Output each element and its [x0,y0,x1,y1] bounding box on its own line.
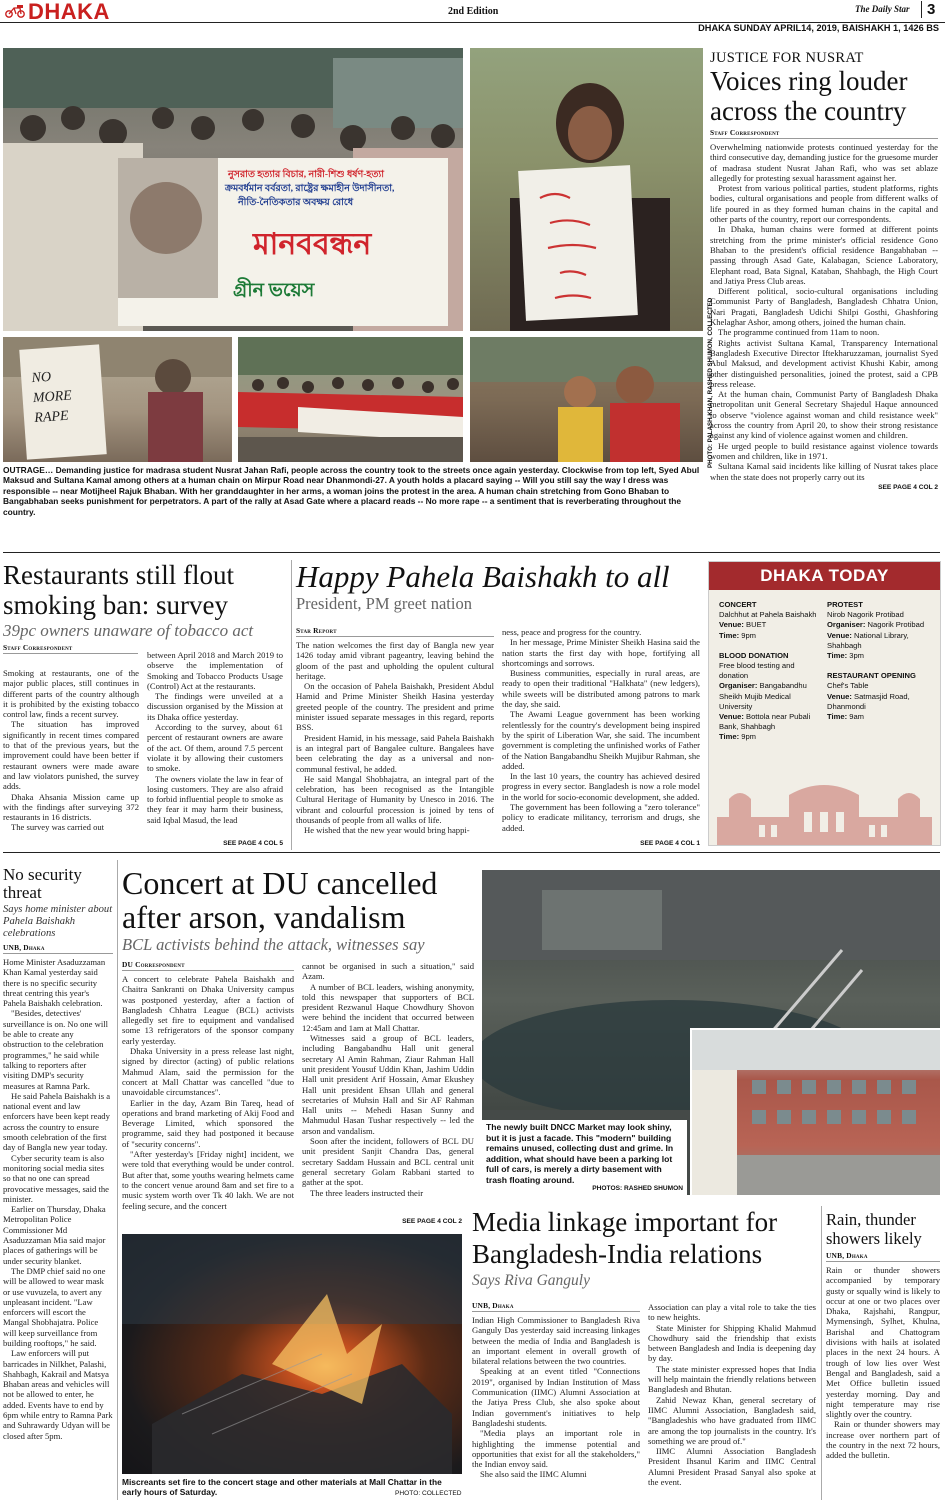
event-venue-value: Satmasjid Road, Dhanmondi [827,691,910,711]
paragraph: The survey was carried out [11,822,105,833]
banner-org-text: গ্রীন ভয়েস [233,280,315,301]
paragraph: Rain or thunder showers accompanied by temporary gusty or squally wind is likely to occur at one or two places over Dhaka, Rajshahi, Rangpur, Mymensingh, Sylhet, Khulna, Barishal and Chattogram divisions with hails at isolated places in the next 24 hours. A trough of low lies over West Bengal and Bangladesh, said a Met Office bulletin issued yesterday morning. Day and night temperature may rise slightly over the country. [826,1265,940,1420]
paragraph: cannot be organised in such a situation," said Azam. [302,961,474,982]
event-time-value: 3pm [849,651,865,661]
paragraph: Home Minister Asaduzzaman Khan Kamal yesterday said there is no specific security threat centring this year's Pahela Baishakh celebration. [3,957,106,1009]
paragraph: Different political, socio-cultural organisations including Communist Party of Bangladesh, Bangladesh Chhatra Union, Nari Pragati, Bangladesh Udichi Shilpi Gosthi, Ghashforing Khelaghar Ashor, among others, joined the human chain. [710,286,938,328]
concert-col2 [302,961,474,1198]
paragraph: In her message, Prime Minister Sheikh Hasina said the nation starts the first day with hope, fortifying all shortcomings and sorrows. [502,637,700,668]
event-time [827,712,935,722]
smoking-article [3,560,285,657]
paragraph: ness, peace and progress for the country. [502,627,642,637]
paragraph: She also said the IIMC Alumni [480,1469,587,1480]
paragraph: Rain or thunder showers may increase over northern part of the country in the next 72 hours, added the bulletin. [826,1419,940,1461]
concert-subhead: BCL activists behind the attack, witnesses say [122,935,425,954]
event-time-value: 9pm [741,630,757,640]
security-byline: UNB, Dhaka [3,943,113,954]
paragraph: Dhaka Ahsania Mission came up with the findings after surveying 372 restaurants in 16 districts. [3,791,139,823]
event-venue-value: National Library, Shahbagh [827,630,909,650]
concert-article [122,866,474,955]
curzon-hall-illustration [709,777,940,845]
event-venue [827,692,935,712]
smoking-byline: Staff Correspondent [3,643,138,654]
paragraph: On the occasion of Pahela Baishakh, President Abdul Hamid and Prime Minister Sheikh Hasina yesterday greeted people of the country. The president and prime minister issued separate messages in this regard, reports BSS. [296,681,494,733]
paragraph: Witnesses said a group of BCL leaders, including Bangabandhu Hall unit general secretary Al Amin Rahman, Ziaur Rahman Hall unit president Yousuf Uddin Khan, Jashim Uddin Hall unit president Arif Hossain, Amar Ekushey Hall unit president Ehsan Ullah and general secretaries of Muhsin Hall and Sir AF Rahman Hall units -- Mehedi Hasan Sunny and Mahmudul Hasan Tushar respectively -- led the arson and vandalism. [302,1033,474,1136]
nusrat-headline: Voices ring louder across the country [710,66,908,126]
paragraph: Dhaka University in a press release last night, signed by director (acting) of public relations Mahmud Alam, said the permission for the concert at Mall Chattar was cancelled "due to unavoidable circumstances". [122,1046,294,1098]
baishakh-subhead: President, PM greet nation [296,594,472,613]
event-listing [719,651,819,743]
banner-line-3: নীতি-নৈতিকতার অবক্ষয় রোধে [238,198,354,208]
paragraph: Sultana Kamal said incidents like killing of Nusrat takes place when the state does not properly carry out its [710,461,938,482]
paragraph: Speaking at an event titled "Connections 2019", organised by Indian Institution of Mass Communication (IIMC) Alumni Association at the Jatiya Press Club, she also spoke about Indian government's initiatives to help Bangladeshi students. [472,1366,640,1428]
divider-top [3,552,940,553]
human-chain-photo [3,48,463,331]
event-organiser-label: Organiser: [827,620,868,630]
paragraph: IIMC Alumni Association Bangladesh President Ihsanul Karim and IIMC Central Alumni President Prasad Sanyal also spoke at the event. [648,1446,816,1488]
smoking-headline: Restaurants still flout smoking ban: survey [3,560,234,620]
paragraph: Indian High Commissioner to Bangladesh Riva Ganguly Das yesterday said increasing linkages between the media of India and Bangladesh is an important element in overall growth of bilateral relations between the two countries. [472,1315,640,1367]
smoking-see-page: SEE PAGE 4 COL 5 [223,840,283,847]
masthead [0,0,945,33]
media-subhead: Says Riva Ganguly [472,1272,590,1289]
baishakh-see-page: SEE PAGE 4 COL 1 [640,840,700,847]
placard-photo [470,48,703,331]
baishakh-article [296,560,700,614]
dncc-building-photo [690,1028,940,1195]
event-name: Free blood testing and donation [719,661,795,681]
photo-credit-vertical: PHOTO: PALASH KHAN, RASHED SHUMON, COLLECTED [707,297,714,468]
fire-photo [122,1234,462,1474]
paragraph: Overwhelming nationwide protests continued yesterday for the third consecutive day, demanding justice for the gruesome murder of madrasa student Nusrat Jahan Rafi, who was set ablaze allegedly for protesting sexual harassment against her. [710,142,938,183]
event-venue [719,620,819,630]
security-subhead: Says home minister about Pahela Baishakh celebrations [3,904,113,939]
divider-v2 [117,860,118,1500]
banner-line-2: ক্রমবর্ধমান বর্বরতা, রাষ্ট্রের ক্ষমাহীন উদাসীনতা, [225,184,395,194]
baishakh-byline: Star Report [296,626,494,637]
paragraph: Earlier in the day, Azam Bin Tareq, head of operations and brand marketing of Akij Food and Beverage Limited, which sponsored the programme, said they had postponed it because of "security concerns". [122,1097,294,1149]
security-body [3,957,113,1441]
caption-lead: OUTRAGE… [3,465,54,475]
smoking-subhead: 39pc owners unaware of tobacco act [3,621,254,640]
dhaka-today-title: DHAKA TODAY [760,566,889,585]
nusrat-byline: Staff Correspondent [710,128,938,139]
divider-v3 [821,1206,822,1500]
paragraph: Smoking at restaurants, one of the major public places, still continues in different parts of the country although it is prohibited by the existing tobacco control law, finds a recent survey. [3,668,139,720]
paragraph: The findings were unveiled at a discussion organised by the Mission at its Dhaka office yesterday. [147,691,283,722]
event-time-label: Time: [719,732,742,742]
page-number: 3 [921,1,935,18]
paragraph: Protest from various political parties, student platforms, rights bodies, cultural organisations and people from different walks of life poured in as they formed human chains in the capital and other parts of the country, report our correspondents. [710,183,938,225]
event-organiser-value: Nagorik Protibad [867,620,925,630]
smoking-col2 [147,650,283,825]
section-title: DHAKA [28,0,110,24]
paragraph: Association can play a vital role to take the ties to new heights. [648,1302,816,1323]
event-venue [719,712,819,732]
event-venue-label: Venue: [827,691,855,701]
event-venue [827,631,935,651]
dhaka-today-header [709,562,940,590]
rain-body [826,1265,940,1461]
edition-label: 2nd Edition [448,6,499,17]
media-headline: Media linkage important for Bangladesh-India relations [472,1207,778,1269]
event-organiser [719,681,819,712]
event-heading: CONCERT [719,600,757,609]
dhaka-today-box [708,561,941,846]
media-col1 [472,1315,640,1480]
event-time [827,651,935,661]
event-name: Chef's Table [827,681,869,691]
baishakh-col2 [502,627,700,833]
paragraph: President Hamid, in his message, said Pahela Baishakh is an integral part of Bangalee culture. Bangalees have been celebrating the day as a universal and non-communal festival, he added. [296,732,494,774]
paragraph: According to the survey, about 61 percent of restaurant owners are aware of the act. Of them, around 7.5 percent violate it by allowing their customers to smoke. [147,722,283,774]
paragraph: State Minister for Shipping Khalid Mahmud Chowdhury said the friendship that exists between Bangladesh and India is deepening day by day. [648,1322,816,1364]
concert-col1 [122,974,294,1211]
baishakh-col1 [296,640,494,836]
paragraph: A number of BCL leaders, wishing anonymity, told this newspaper that supporters of BCL president Rezwanul Haque Chowdhury Shovon were behind the incident that occurred between 12:45am and 1am at Mall Chattar. [302,981,474,1033]
paragraph: between April 2018 and March 2019 to observe the implementation of Smoking and Tobacco Products Usage (Control) Act at the restaurants. [147,650,283,691]
dncc-photo-credit: PHOTOS: RASHED SHUMON [592,1184,683,1192]
event-time [719,732,819,742]
event-name: Dalchhut at Pahela Baishakh [719,610,817,620]
event-venue-label: Venue: [827,630,855,640]
paragraph: The three leaders instructed their [310,1187,424,1198]
media-col2 [648,1302,816,1487]
fire-photo-credit: PHOTO: COLLECTED [395,1490,462,1497]
divider-v1 [291,560,292,850]
event-time-value: 9pm [741,732,757,742]
paragraph: The state minister expressed hopes that India will help maintain the friendly relations between Bangladesh and Bhutan. [648,1363,816,1395]
paragraph: The government has been following a "zero tolerance" policy to eradicate militancy, terrorism and drugs, she added. [502,802,700,833]
paragraph: A concert to celebrate Pahela Baishakh and Chaitra Sankranti on Dhaka University campus was postponed yesterday, after a faction of Bangladesh Chhatra League (BCL) activists allegedly set fire to equipment and vandalised some 13 refrigerators of the sponsor company early yesterday. [122,974,294,1046]
dncc-caption-box [482,1120,687,1195]
paragraph: Earlier on Thursday, Dhaka Metropolitan Police Commissioner Md Asaduzzaman Mia said major places of gatherings will be under security blanket. [3,1204,106,1266]
event-time-value: 9am [849,712,865,722]
paragraph: He wished that the new year would bring happi- [304,825,470,836]
paragraph: In the last 10 years, the country has achieved desired progress in every sector. Bangladesh is now a role model in the world for socio-economic development, she added. [502,771,700,802]
paragraph: Cyber security team is also monitoring social media sites so that no one can spread provocative messages, said the minister. [3,1152,109,1204]
paragraph: "Besides, detectives' surveillance is on. No one will be able to create any obstruction to the celebration programmes," he said while talking to reporters after visiting DMP's security measures at Ramna Park. [3,1008,109,1091]
divider-mid [3,852,940,853]
event-name: Nirob Nagorik Protibad [827,610,904,620]
banner-line-1: নুসরাত হত্যার বিচার, নারী-শিশু ধর্ষণ-হত্যা [228,170,385,180]
paragraph: The owners violate the law in fear of losing customers. They are also afraid to forbid influential people to smoke as they fear it may harm their business, said Iqbal Masud, the lead [147,773,283,825]
dhaka-today-right [827,600,935,732]
security-headline: No security threat [3,865,82,902]
nusrat-see-page: SEE PAGE 4 COL 2 [878,483,938,491]
nusrat-article [710,50,938,491]
paragraph: Law enforcers will put barricades in Nilkhet, Palashi, Shahbagh, Kakrail and Matsya Bhaban areas and vehicles will not be allowed to enter, he added. Events have to end by 6pm while entry to Ramna Park and Suhrawardy Udyan will be closed after 5pm. [3,1348,113,1441]
concert-headline: Concert at DU cancelled after arson, vandalism [122,865,438,935]
rain-byline: UNB, Dhaka [826,1251,940,1262]
event-organiser [827,620,935,630]
event-time-label: Time: [827,712,850,722]
media-article [472,1206,817,1290]
nusrat-body [710,142,938,482]
event-listing [827,600,935,661]
event-venue-label: Venue: [719,620,747,630]
paragraph: Soon after the incident, followers of BCL DU unit president Sanjit Chandra Das, general secretary Saddam Hussain and BCL central unit general secretary Golam Rabbani started to gather at the spot. [302,1136,474,1188]
dhaka-today-left [719,600,819,753]
smoking-col1 [3,668,139,833]
paragraph: At the human chain, Communist Party of Bangladesh Dhaka metropolitan unit General Secretary Shajedul Haque announced to observe "violence against woman and child resistance week" across the country from April 20, to show their strong resistance against any kind of violence against women and children. [710,389,938,441]
event-time [719,631,819,641]
paragraph: The programme continued from 11am to noon. [718,327,880,338]
concert-see-page: SEE PAGE 4 COL 2 [402,1218,462,1225]
paragraph: The nation welcomes the first day of Bangla new year 1426 today amid vibrant pageantry, leaving behind the gloom of the past and upholding the opulent cultural heritage. [296,640,494,681]
event-time-label: Time: [719,630,742,640]
paragraph: In Dhaka, human chains were formed at different points stretching from the prime minister's official residence Gono Bhaban to the president's official residence Bangabhaban -- passing through Asad Gate, Kalabagan, Science Laboratory, Elephant road, Bata Signal, Kataban, Shahbagh, the High Court and Jatiya Press Club areas. [710,224,938,286]
media-byline: UNB, Dhaka [472,1301,640,1312]
security-article [3,866,113,1441]
paragraph: He urged people to build resistance against violence towards women and children, like in 1971. [710,440,938,461]
paper-name: The Daily Star [855,4,910,14]
event-time-label: Time: [827,651,850,661]
paragraph: "After yesterday's [Friday night] incident, we were told that everything would be under control. But after that, some youths wearing helmets came to the concert venue around 8am and set fire to a music system worth over Tk 40 lakh. We are not feeling secure, and the concert [122,1149,294,1211]
fire-caption: Miscreants set fire to the concert stage and other materials at Mall Chattar in the early hours of Saturday. [122,1477,442,1498]
event-venue-value: BUET [746,620,767,630]
no-more-rape-placard: NO MORE RAPE [31,369,73,427]
rain-article [826,1210,940,1461]
asad-gate-photo [238,337,463,462]
paragraph: The DMP chief said no one will be allowed to wear mask or use vuvuzela, to avert any unpleasant incident. "Law enforcers will escort the Mangal Shobhajatra. Police will keep surveillance from building rooftops," he said. [3,1265,106,1348]
banner-main-text: মানববন্ধন [253,228,372,261]
no-more-rape-photo [3,337,232,462]
event-heading: RESTAURANT OPENING [827,671,916,681]
nusrat-kicker: JUSTICE FOR NUSRAT [710,50,864,66]
paragraph: The Awami League government has been working relentlessly for the country's development being inspired by the spirit of Liberation War, she said. The incumbent government is completing the unfinished works of Father of the Nation Bangabandhu Sheikh Mujibur Rahman, she added. [502,709,700,771]
dncc-caption: The newly built DNCC Market may look shiny, but it is just a facade. This "modern" building remains unused, collecting dust and grime. In addition, what should have been a parking lot full of cars, is merely a dirty basement with trash floating around. [486,1122,674,1185]
rain-headline: Rain, thunder showers likely [826,1210,922,1248]
paragraph: The situation has improved significantly in recent times compared to that of the previous years, but the improvement could have been better if restaurant owners were made aware and law violators punished, the survey adds. [3,719,139,792]
event-listing [719,600,819,641]
dateline: DHAKA SUNDAY APRIL14, 2019, BAISHAKH 1, 1426 BS [698,23,939,33]
concert-byline: DU Correspondent [122,960,294,971]
event-heading: BLOOD DONATION [719,650,789,660]
paragraph: "Media plays an important role in highlighting the immense potential and opportunities that exist for all the stakeholders," the Indian envoy said. [472,1428,640,1470]
caption-text: Demanding justice for madrasa student Nusrat Jahan Rafi, people across the country took to the streets once again yesterday. Clockwise from top left, Syed Abul Maksud and Sultana Kamal among others at a human chain on Mirpur Road near Dhanmondi-27. A youth holds a placard saying -- Will you still say the way I dress was responsible -- near Motijheel Rajuk Bhaban. With her granddaughter in her arms, a woman joins the protest in the area. A human chain stretching from Gono Bhaban to Bangabhaban seeks punishment for perpetrators. A part of the rally at Asad Gate where a placard reads -- No more rape -- a sentiment that is reverberating throughout the country. [3,465,700,517]
event-venue-value: Bottola near Pubali Bank, Shahbagh [719,712,811,732]
paragraph: He said Pahela Baishakh is a national event and law enforcers have been kept ready across the country to ensure smooth celebration of the first day of Bangla new year today. [3,1090,111,1153]
event-listing [827,671,935,722]
event-venue-label: Venue: [719,712,747,722]
event-organiser-value: Bangabandhu Sheikh Mujib Medical University [719,681,807,711]
nusrat-caption [3,465,703,517]
paragraph: Rights activist Sultana Kamal, Transparency International Bangladesh Executive Director Iftekharuzzaman, journalist Syed Abul Maksud, and development activist Khushi Kabir, among other distinguished personalities, joined the protest, said a CPB press release. [710,337,938,389]
paragraph: Business communities, especially in rural areas, are ready to open their traditional "Halkhata" (new ledgers), while sweets will be distributed among patrons to mark the day, she said. [502,668,700,710]
event-organiser-label: Organiser: [719,681,760,691]
grandmother-photo [470,337,703,462]
baishakh-headline: Happy Pahela Baishakh to all [296,559,670,594]
event-heading: PROTEST [827,600,863,609]
rickshaw-icon [4,4,26,18]
paragraph: He said Mangal Shobhajatra, an integral part of the celebration, has been recognised as the Intangible Cultural Heritage of Humanity by Unesco in 2016. The vibrant and colourful procession is joined by tens of thousands of people from all walks of life. [296,773,494,826]
paragraph: Zahid Newaz Khan, general secretary of IIMC Alumni Association, Bangladesh said, "Bangladeshis who have graduated from IIMC are among the top journalists in the country. It's something we are proud of." [648,1394,816,1446]
